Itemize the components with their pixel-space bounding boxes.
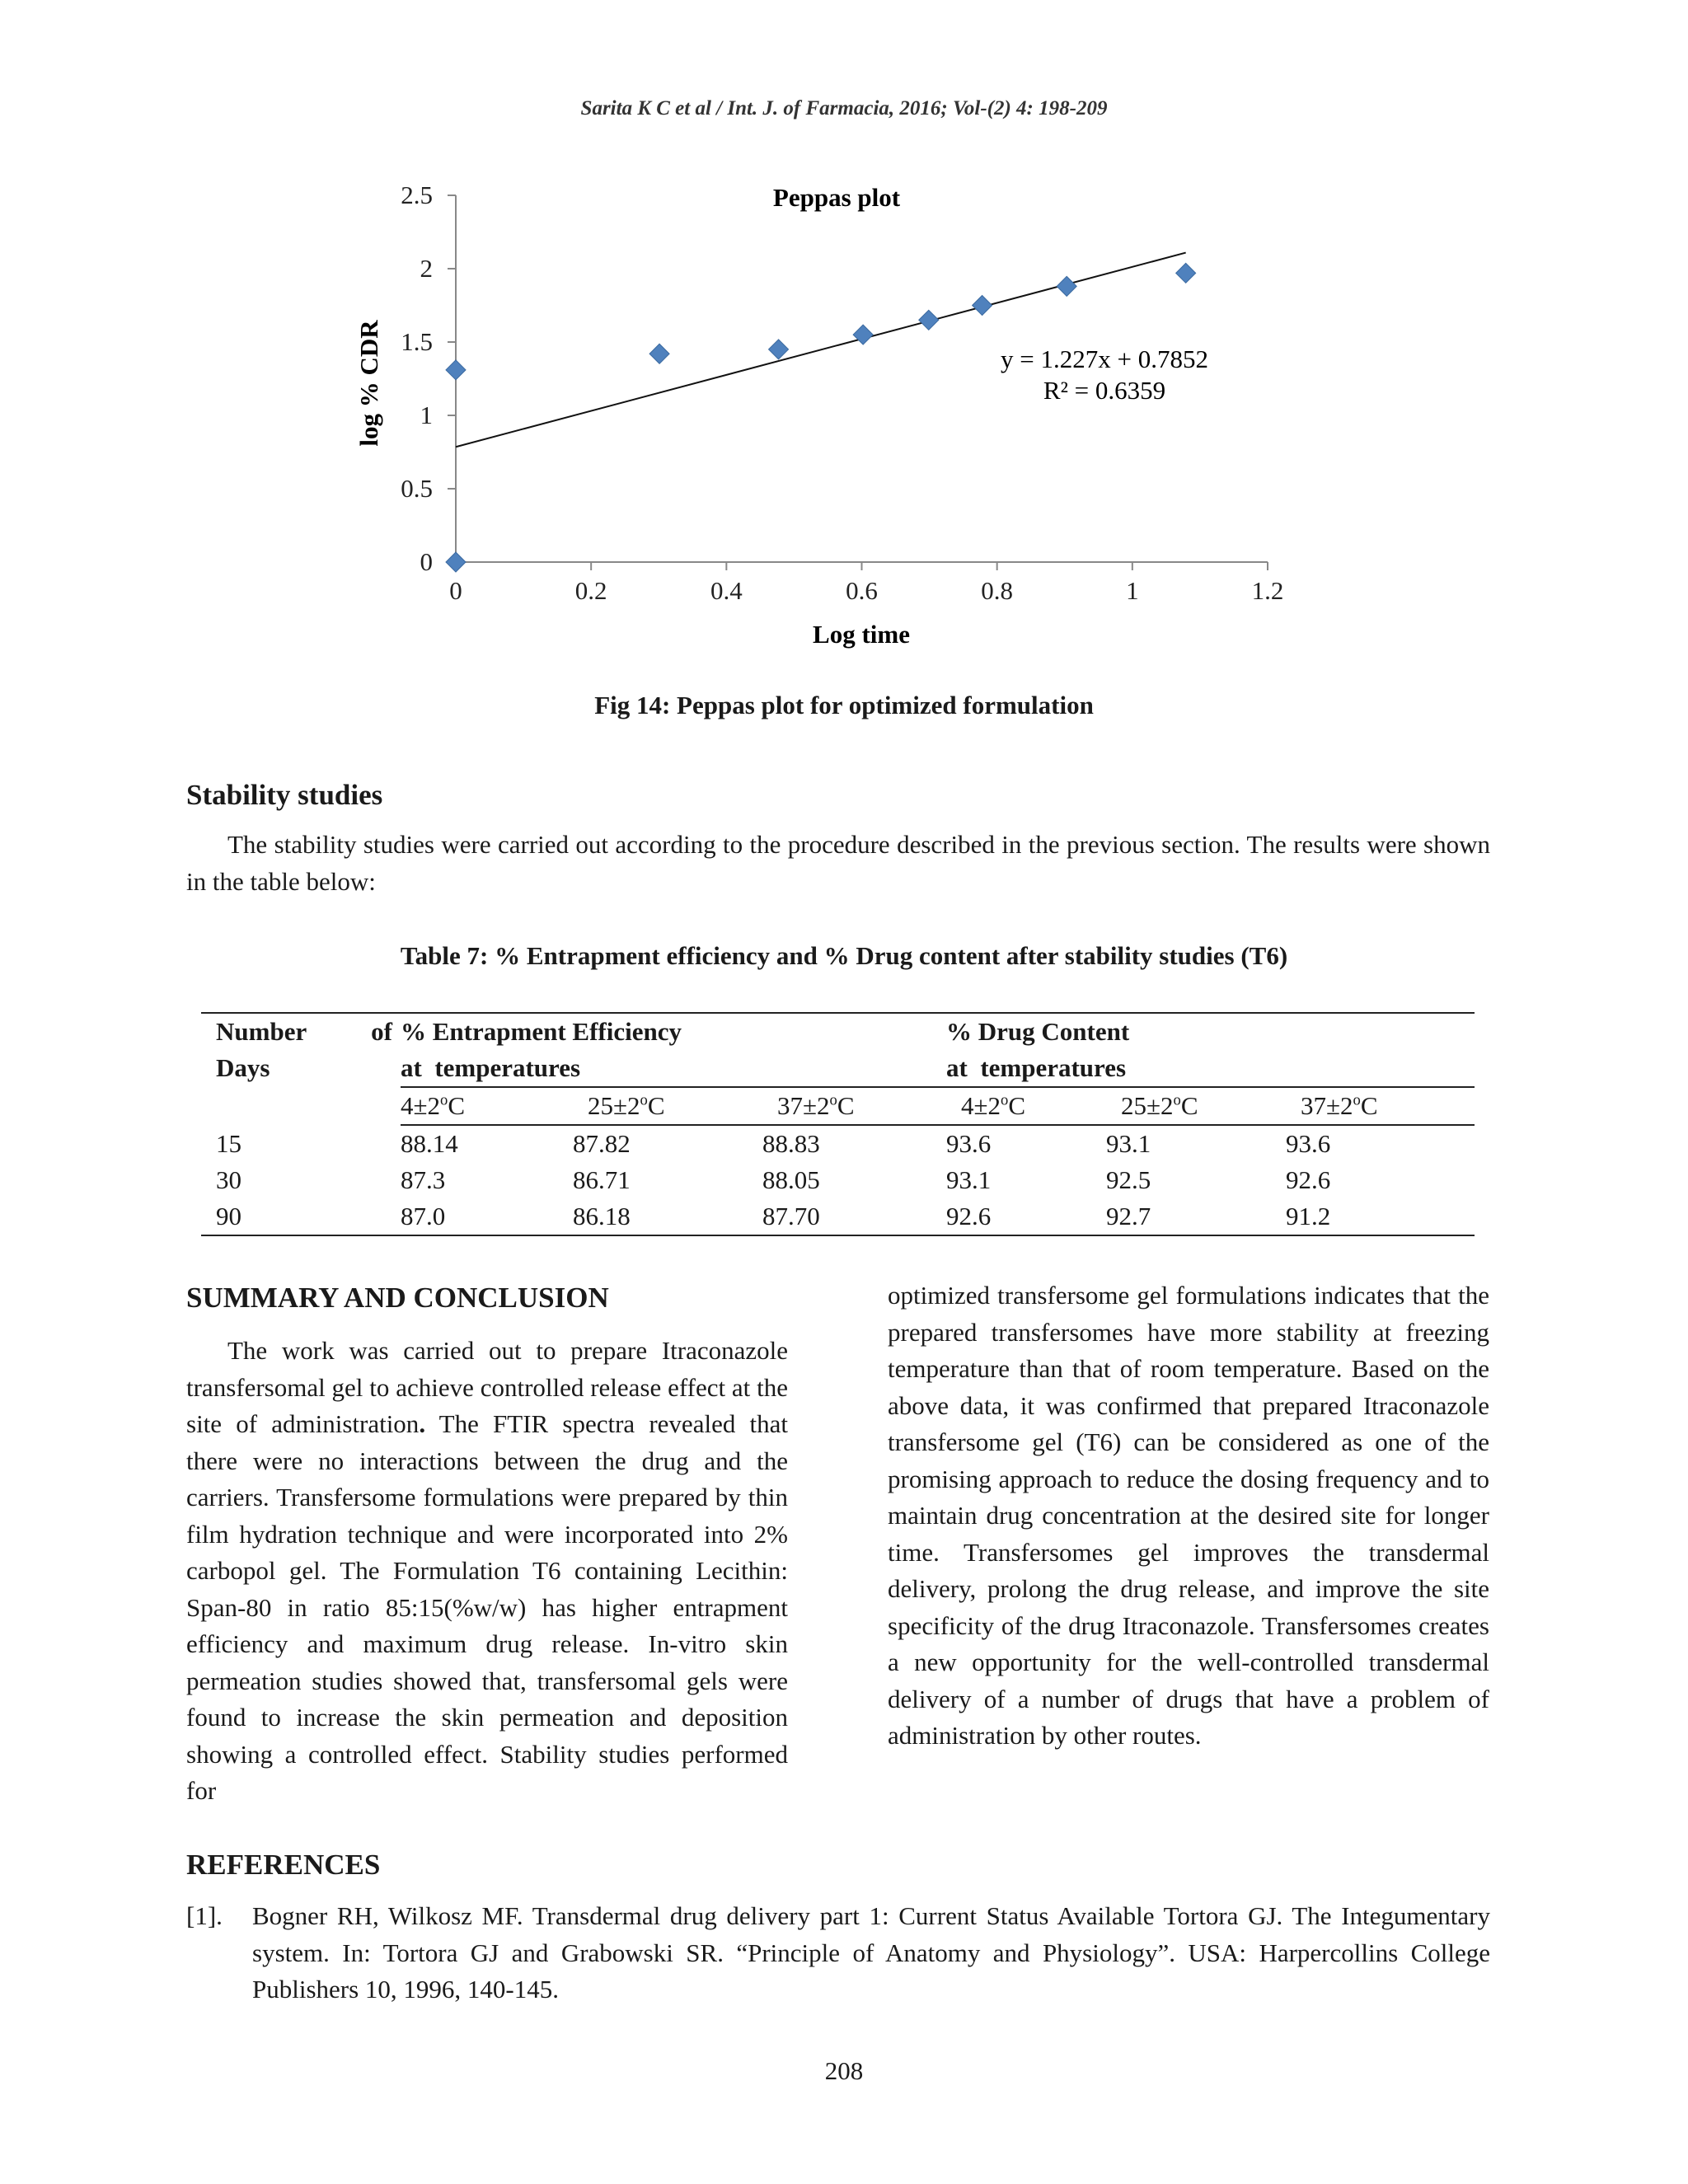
table-caption: Table 7: % Entrapment efficiency and % Drug content after stability studies (T6) (400, 941, 1288, 970)
drug-content-header-line2: at temperatures (946, 1053, 1127, 1082)
value-cell: 87.0 (401, 1202, 446, 1230)
days-header-number: Number (216, 1017, 307, 1046)
temperature-cell: $37\pm 2^oC$ (777, 1091, 855, 1120)
x-tick-label: 0 (449, 576, 462, 605)
table-body (201, 1126, 1475, 1235)
chart-r-squared: R² = 0.6359 (1043, 376, 1166, 405)
reference-number: [1]. (186, 1901, 223, 1930)
summary-col1-text-b: The FTIR spectra revealed that there were no interactions between the drug and the carriers. Transfersome formulations were prepared by thin film hydration technique and were incorporated into 2% carbopol gel. The Formulation T6 containing Lecithin: Span-80 in ratio 85:15(%w/w) has higher entrapment efficiency and maximum drug release. In-vitro skin permeation studies showed that, transfersomal gels were found to increase the skin permeation and deposition showing a controlled effect. Stability studies performed for (186, 1409, 788, 1805)
drug-content-header (946, 1013, 1475, 1087)
x-tick-label: 0.2 (574, 576, 607, 605)
temperature-cell: $37\pm 2^oC$ (1301, 1091, 1378, 1120)
value-cell: 92.7 (1106, 1202, 1151, 1230)
value-cell: 92.5 (1106, 1165, 1151, 1194)
chart-title: Peppas plot (772, 183, 901, 212)
temperature-cell: $4\pm 2^oC$ (401, 1091, 465, 1120)
x-tick-label: 0.4 (710, 576, 743, 605)
value-cell: 93.1 (946, 1165, 992, 1194)
value-cell: 92.6 (1286, 1165, 1331, 1194)
days-header-days: Days (216, 1053, 270, 1082)
value-cell: 93.1 (1106, 1129, 1151, 1158)
data-point-diamond (919, 310, 939, 330)
table-header-row (201, 1013, 1475, 1087)
y-tick-label: 2 (420, 254, 433, 283)
value-cell: 87.82 (573, 1129, 631, 1158)
stability-paragraph (186, 827, 1490, 900)
entrapment-efficiency-header-line1: % Entrapment Efficiency (401, 1017, 682, 1046)
days-header-of: of (371, 1017, 392, 1046)
value-cell: 88.14 (401, 1129, 458, 1158)
data-point-diamond (769, 340, 789, 359)
y-tick-label: 2.5 (401, 180, 433, 209)
x-tick-label: 1.2 (1251, 576, 1284, 605)
running-header: Sarita K C et al / Int. J. of Farmacia, 2016; Vol-(2) 4: 198-209 (580, 97, 1108, 120)
stability-paragraph-text: The stability studies were carried out according to the procedure described in the previous section. The results were shown in the table below: (186, 830, 1490, 896)
chart-y-axis-label: log % CDR (354, 320, 383, 447)
data-point-diamond (1057, 276, 1076, 296)
data-point-diamond (649, 344, 669, 363)
figure-caption: Fig 14: Peppas plot for optimized formulation (594, 691, 1094, 719)
y-tick-label: 1.5 (401, 327, 433, 356)
summary-col1-text-a: The work was carried out to prepare Itraconazole transfersomal gel to achieve controlled release effect at the site of administration (186, 1336, 788, 1438)
peppas-plot-chart (346, 173, 1319, 668)
drug-content-header-line1: % Drug Content (946, 1017, 1130, 1046)
summary-column-2: optimized transfersome gel formulations indicates that the prepared transfersomes have more stability at freezing temperature than that of room temperature. Based on the above data, it was confirmed that prepared Itraconazole transfersome gel (T6) can be considered as one of the promising approach to reduce the dosing frequency and to maintain drug concentration at the desired site for longer time. Transfersomes gel improves the transdermal delivery, prolong the drug release, and improve the site specificity of the drug Itraconazole. Transfersomes creates a new opportunity for the well-controlled transdermal delivery of a number of drugs that have a problem of administration by other routes. (888, 1281, 1489, 1750)
table-row (201, 1162, 1475, 1198)
stability-table-wrapper (201, 1012, 1475, 1236)
summary-heading: SUMMARY AND CONCLUSION (186, 1282, 609, 1314)
references-heading: REFERENCES (186, 1849, 381, 1881)
y-tick-label: 0.5 (401, 474, 433, 503)
value-cell: 93.6 (946, 1129, 992, 1158)
reference-text: Bogner RH, Wilkosz MF. Transdermal drug delivery part 1: Current Status Available Tortora GJ. The Integumentary system. In: Tortora GJ and Grabowski SR. “Principle of Anatomy and Physiology”. USA: Harpercollins College Publishers 10, 1996, 140-145. (252, 1901, 1490, 2004)
temperature-cell: $25\pm 2^oC$ (588, 1091, 665, 1120)
days-cell: 30 (216, 1165, 241, 1194)
data-point-diamond (446, 552, 466, 572)
stability-heading: Stability studies (186, 779, 383, 811)
reference-item (186, 1898, 1490, 2008)
entrapment-efficiency-header (401, 1013, 946, 1087)
days-cell: 15 (216, 1129, 241, 1158)
value-cell: 87.70 (762, 1202, 820, 1230)
x-tick-label: 1 (1126, 576, 1139, 605)
value-cell: 88.05 (762, 1165, 820, 1194)
entrapment-efficiency-header-line2: at temperatures (401, 1053, 581, 1082)
table-row (201, 1198, 1475, 1235)
y-tick-label: 0 (420, 547, 433, 576)
data-point-diamond (446, 360, 466, 380)
x-tick-label: 0.8 (981, 576, 1014, 605)
stability-table (201, 1012, 1475, 1236)
chart-points (446, 263, 1196, 572)
chart-x-axis-label: Log time (813, 620, 910, 649)
summary-col1-bold-dot: . (419, 1409, 426, 1438)
table-row (201, 1126, 1475, 1162)
x-tick-label: 0.6 (846, 576, 878, 605)
page-number: 208 (824, 2056, 864, 2085)
value-cell: 92.6 (946, 1202, 992, 1230)
y-tick-label: 1 (420, 401, 433, 429)
temperature-cell: $25\pm 2^oC$ (1121, 1091, 1198, 1120)
data-point-diamond (1176, 263, 1196, 283)
value-cell: 86.18 (573, 1202, 631, 1230)
summary-column-1 (186, 1333, 788, 1810)
value-cell: 93.6 (1286, 1129, 1331, 1158)
days-cell: 90 (216, 1202, 241, 1230)
data-point-diamond (973, 296, 992, 316)
data-point-diamond (853, 325, 873, 344)
value-cell: 87.3 (401, 1165, 446, 1194)
temperature-cell: $4\pm 2^oC$ (961, 1091, 1025, 1120)
value-cell: 86.71 (573, 1165, 631, 1194)
days-header-cell (201, 1013, 401, 1126)
value-cell: 88.83 (762, 1129, 820, 1158)
value-cell: 91.2 (1286, 1202, 1331, 1230)
chart-equation: y = 1.227x + 0.7852 (1001, 344, 1208, 373)
